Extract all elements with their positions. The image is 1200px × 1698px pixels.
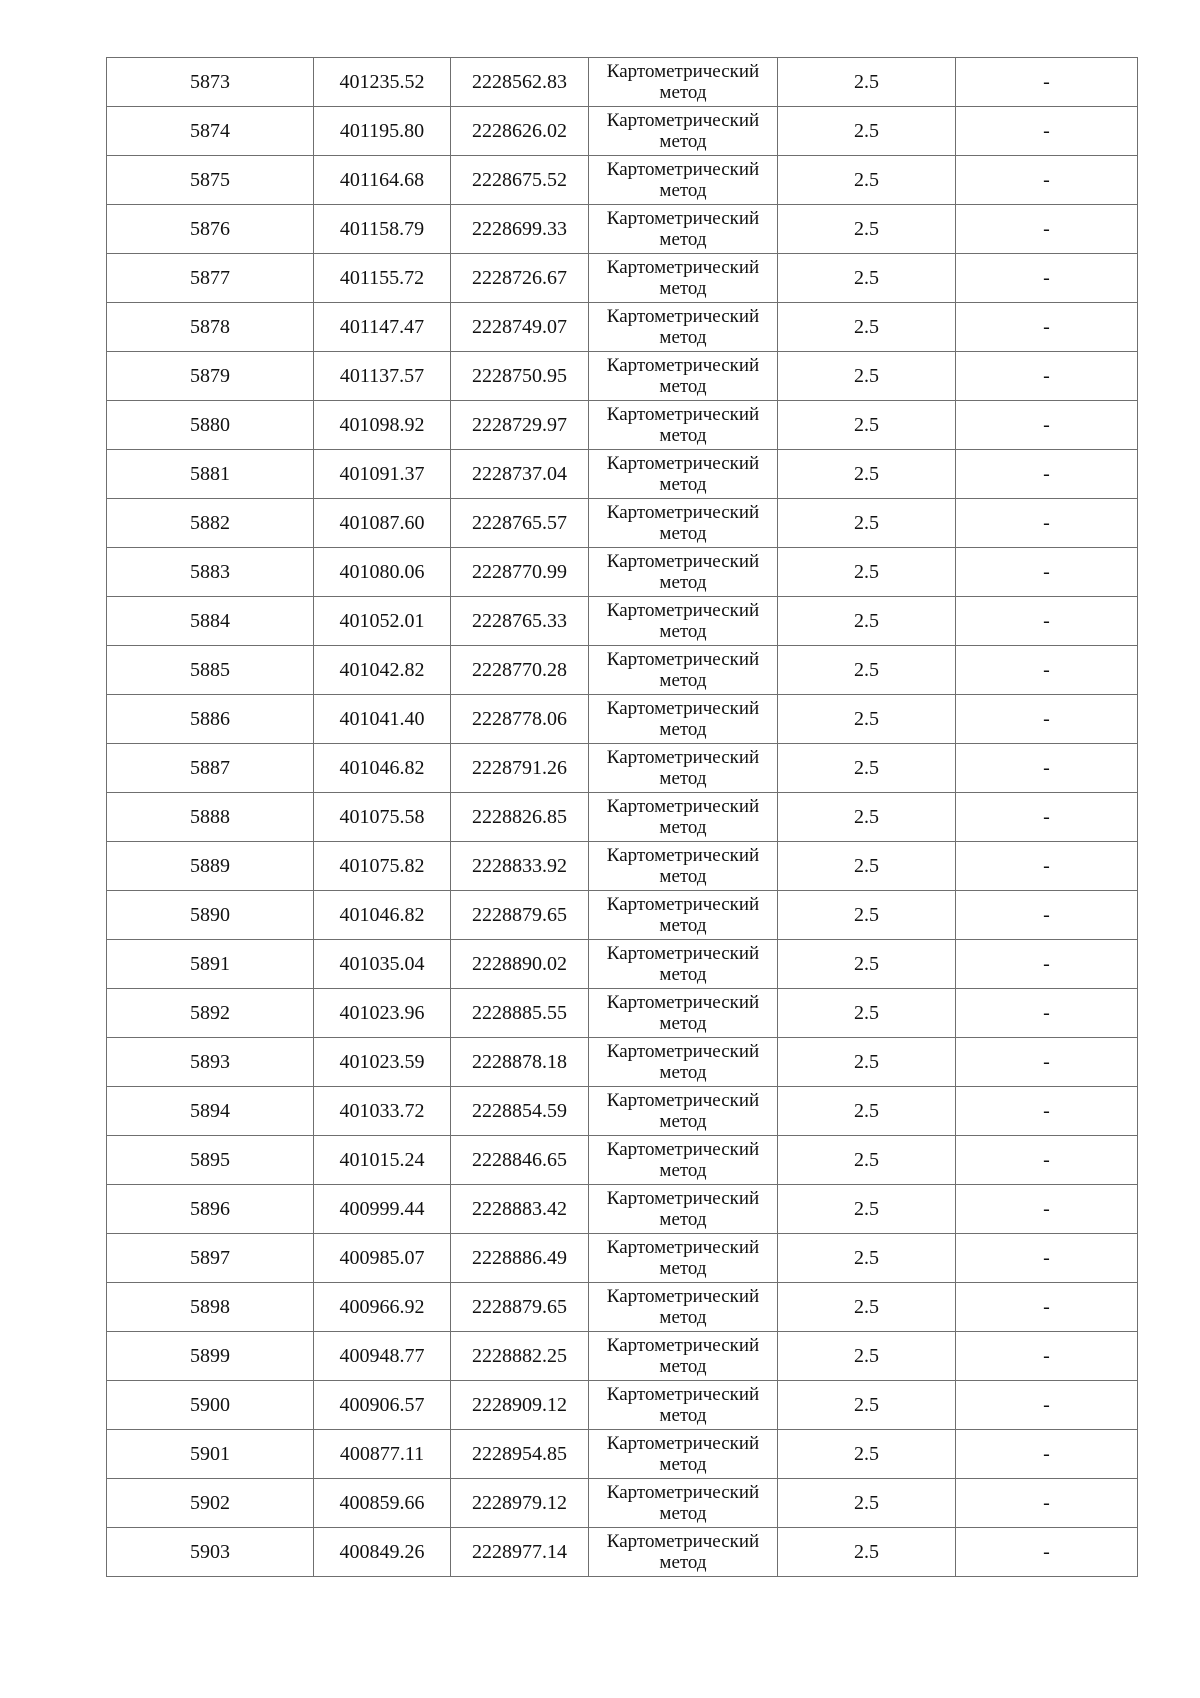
method-cell: Картометрический метод <box>589 695 778 744</box>
method-cell: Картометрический метод <box>589 401 778 450</box>
method-cell: Картометрический метод <box>589 1332 778 1381</box>
table-row <box>107 205 1138 254</box>
method-cell: Картометрический метод <box>589 499 778 548</box>
method-cell: Картометрический метод <box>589 744 778 793</box>
accuracy-cell: 2.5 <box>778 842 956 891</box>
table-row <box>107 548 1138 597</box>
method-cell: Картометрический метод <box>589 597 778 646</box>
note-cell: - <box>956 1381 1138 1430</box>
note-cell: - <box>956 891 1138 940</box>
table-row <box>107 303 1138 352</box>
note-cell: - <box>956 1136 1138 1185</box>
method-cell: Картометрический метод <box>589 156 778 205</box>
point-number-cell: 5894 <box>107 1087 314 1136</box>
point-number-cell: 5877 <box>107 254 314 303</box>
x-coordinate-cell: 401091.37 <box>314 450 451 499</box>
y-coordinate-cell: 2228626.02 <box>451 107 589 156</box>
accuracy-cell: 2.5 <box>778 1430 956 1479</box>
table-row <box>107 1430 1138 1479</box>
note-cell: - <box>956 156 1138 205</box>
x-coordinate-cell: 401098.92 <box>314 401 451 450</box>
x-coordinate-cell: 401158.79 <box>314 205 451 254</box>
y-coordinate-cell: 2228778.06 <box>451 695 589 744</box>
y-coordinate-cell: 2228791.26 <box>451 744 589 793</box>
point-number-cell: 5889 <box>107 842 314 891</box>
accuracy-cell: 2.5 <box>778 940 956 989</box>
table-row <box>107 891 1138 940</box>
method-cell: Картометрический метод <box>589 891 778 940</box>
accuracy-cell: 2.5 <box>778 548 956 597</box>
y-coordinate-cell: 2228750.95 <box>451 352 589 401</box>
point-number-cell: 5898 <box>107 1283 314 1332</box>
accuracy-cell: 2.5 <box>778 303 956 352</box>
y-coordinate-cell: 2228954.85 <box>451 1430 589 1479</box>
accuracy-cell: 2.5 <box>778 1234 956 1283</box>
method-cell: Картометрический метод <box>589 646 778 695</box>
y-coordinate-cell: 2228883.42 <box>451 1185 589 1234</box>
method-cell: Картометрический метод <box>589 450 778 499</box>
method-cell: Картометрический метод <box>589 842 778 891</box>
point-number-cell: 5875 <box>107 156 314 205</box>
accuracy-cell: 2.5 <box>778 58 956 107</box>
note-cell: - <box>956 1528 1138 1577</box>
accuracy-cell: 2.5 <box>778 1332 956 1381</box>
point-number-cell: 5886 <box>107 695 314 744</box>
note-cell: - <box>956 352 1138 401</box>
point-number-cell: 5874 <box>107 107 314 156</box>
accuracy-cell: 2.5 <box>778 1479 956 1528</box>
point-number-cell: 5873 <box>107 58 314 107</box>
table-row <box>107 1479 1138 1528</box>
x-coordinate-cell: 400999.44 <box>314 1185 451 1234</box>
y-coordinate-cell: 2228726.67 <box>451 254 589 303</box>
y-coordinate-cell: 2228729.97 <box>451 401 589 450</box>
y-coordinate-cell: 2228882.25 <box>451 1332 589 1381</box>
point-number-cell: 5895 <box>107 1136 314 1185</box>
table-row <box>107 1332 1138 1381</box>
method-cell: Картометрический метод <box>589 1430 778 1479</box>
y-coordinate-cell: 2228977.14 <box>451 1528 589 1577</box>
x-coordinate-cell: 400906.57 <box>314 1381 451 1430</box>
coordinates-table-body <box>107 58 1138 1577</box>
point-number-cell: 5879 <box>107 352 314 401</box>
y-coordinate-cell: 2228770.28 <box>451 646 589 695</box>
table-row <box>107 1185 1138 1234</box>
accuracy-cell: 2.5 <box>778 695 956 744</box>
point-number-cell: 5885 <box>107 646 314 695</box>
x-coordinate-cell: 400966.92 <box>314 1283 451 1332</box>
y-coordinate-cell: 2228765.57 <box>451 499 589 548</box>
method-cell: Картометрический метод <box>589 940 778 989</box>
point-number-cell: 5881 <box>107 450 314 499</box>
y-coordinate-cell: 2228765.33 <box>451 597 589 646</box>
accuracy-cell: 2.5 <box>778 254 956 303</box>
point-number-cell: 5902 <box>107 1479 314 1528</box>
table-row <box>107 989 1138 1038</box>
x-coordinate-cell: 401023.96 <box>314 989 451 1038</box>
x-coordinate-cell: 401087.60 <box>314 499 451 548</box>
point-number-cell: 5891 <box>107 940 314 989</box>
x-coordinate-cell: 401052.01 <box>314 597 451 646</box>
note-cell: - <box>956 1087 1138 1136</box>
x-coordinate-cell: 401235.52 <box>314 58 451 107</box>
accuracy-cell: 2.5 <box>778 646 956 695</box>
accuracy-cell: 2.5 <box>778 107 956 156</box>
note-cell: - <box>956 1234 1138 1283</box>
note-cell: - <box>956 1283 1138 1332</box>
accuracy-cell: 2.5 <box>778 1185 956 1234</box>
accuracy-cell: 2.5 <box>778 597 956 646</box>
point-number-cell: 5887 <box>107 744 314 793</box>
accuracy-cell: 2.5 <box>778 499 956 548</box>
table-row <box>107 695 1138 744</box>
y-coordinate-cell: 2228879.65 <box>451 891 589 940</box>
y-coordinate-cell: 2228854.59 <box>451 1087 589 1136</box>
point-number-cell: 5893 <box>107 1038 314 1087</box>
accuracy-cell: 2.5 <box>778 205 956 254</box>
y-coordinate-cell: 2228846.65 <box>451 1136 589 1185</box>
note-cell: - <box>956 1185 1138 1234</box>
x-coordinate-cell: 400877.11 <box>314 1430 451 1479</box>
accuracy-cell: 2.5 <box>778 1283 956 1332</box>
table-row <box>107 450 1138 499</box>
point-number-cell: 5882 <box>107 499 314 548</box>
method-cell: Картометрический метод <box>589 1234 778 1283</box>
point-number-cell: 5878 <box>107 303 314 352</box>
method-cell: Картометрический метод <box>589 1479 778 1528</box>
table-row <box>107 401 1138 450</box>
note-cell: - <box>956 1038 1138 1087</box>
x-coordinate-cell: 401046.82 <box>314 891 451 940</box>
x-coordinate-cell: 401080.06 <box>314 548 451 597</box>
x-coordinate-cell: 401033.72 <box>314 1087 451 1136</box>
x-coordinate-cell: 401155.72 <box>314 254 451 303</box>
x-coordinate-cell: 401075.82 <box>314 842 451 891</box>
accuracy-cell: 2.5 <box>778 401 956 450</box>
method-cell: Картометрический метод <box>589 107 778 156</box>
table-row <box>107 254 1138 303</box>
method-cell: Картометрический метод <box>589 548 778 597</box>
note-cell: - <box>956 793 1138 842</box>
y-coordinate-cell: 2228979.12 <box>451 1479 589 1528</box>
point-number-cell: 5897 <box>107 1234 314 1283</box>
accuracy-cell: 2.5 <box>778 352 956 401</box>
method-cell: Картометрический метод <box>589 989 778 1038</box>
x-coordinate-cell: 400849.26 <box>314 1528 451 1577</box>
y-coordinate-cell: 2228826.85 <box>451 793 589 842</box>
point-number-cell: 5888 <box>107 793 314 842</box>
x-coordinate-cell: 401015.24 <box>314 1136 451 1185</box>
table-row <box>107 597 1138 646</box>
y-coordinate-cell: 2228833.92 <box>451 842 589 891</box>
note-cell: - <box>956 58 1138 107</box>
accuracy-cell: 2.5 <box>778 744 956 793</box>
method-cell: Картометрический метод <box>589 1185 778 1234</box>
method-cell: Картометрический метод <box>589 1038 778 1087</box>
table-row <box>107 744 1138 793</box>
table-row <box>107 1136 1138 1185</box>
table-row <box>107 1283 1138 1332</box>
y-coordinate-cell: 2228770.99 <box>451 548 589 597</box>
method-cell: Картометрический метод <box>589 352 778 401</box>
note-cell: - <box>956 450 1138 499</box>
method-cell: Картометрический метод <box>589 1283 778 1332</box>
point-number-cell: 5903 <box>107 1528 314 1577</box>
point-number-cell: 5900 <box>107 1381 314 1430</box>
table-row <box>107 1038 1138 1087</box>
point-number-cell: 5876 <box>107 205 314 254</box>
accuracy-cell: 2.5 <box>778 1528 956 1577</box>
method-cell: Картометрический метод <box>589 793 778 842</box>
note-cell: - <box>956 548 1138 597</box>
method-cell: Картометрический метод <box>589 1528 778 1577</box>
note-cell: - <box>956 107 1138 156</box>
x-coordinate-cell: 401075.58 <box>314 793 451 842</box>
note-cell: - <box>956 1430 1138 1479</box>
table-row <box>107 352 1138 401</box>
point-number-cell: 5896 <box>107 1185 314 1234</box>
table-row <box>107 1234 1138 1283</box>
table-row <box>107 1528 1138 1577</box>
x-coordinate-cell: 400948.77 <box>314 1332 451 1381</box>
point-number-cell: 5884 <box>107 597 314 646</box>
method-cell: Картометрический метод <box>589 58 778 107</box>
accuracy-cell: 2.5 <box>778 793 956 842</box>
note-cell: - <box>956 401 1138 450</box>
point-number-cell: 5901 <box>107 1430 314 1479</box>
method-cell: Картометрический метод <box>589 1381 778 1430</box>
note-cell: - <box>956 842 1138 891</box>
table-row <box>107 940 1138 989</box>
y-coordinate-cell: 2228562.83 <box>451 58 589 107</box>
point-number-cell: 5880 <box>107 401 314 450</box>
table-row <box>107 156 1138 205</box>
y-coordinate-cell: 2228675.52 <box>451 156 589 205</box>
table-row <box>107 842 1138 891</box>
table-row <box>107 58 1138 107</box>
y-coordinate-cell: 2228699.33 <box>451 205 589 254</box>
x-coordinate-cell: 401035.04 <box>314 940 451 989</box>
note-cell: - <box>956 1332 1138 1381</box>
table-row <box>107 107 1138 156</box>
x-coordinate-cell: 401046.82 <box>314 744 451 793</box>
table-row <box>107 499 1138 548</box>
note-cell: - <box>956 744 1138 793</box>
note-cell: - <box>956 989 1138 1038</box>
table-row <box>107 1087 1138 1136</box>
y-coordinate-cell: 2228909.12 <box>451 1381 589 1430</box>
note-cell: - <box>956 1479 1138 1528</box>
x-coordinate-cell: 401042.82 <box>314 646 451 695</box>
coordinates-table <box>106 57 1138 1577</box>
point-number-cell: 5892 <box>107 989 314 1038</box>
note-cell: - <box>956 695 1138 744</box>
x-coordinate-cell: 401164.68 <box>314 156 451 205</box>
point-number-cell: 5899 <box>107 1332 314 1381</box>
note-cell: - <box>956 940 1138 989</box>
point-number-cell: 5883 <box>107 548 314 597</box>
table-row <box>107 646 1138 695</box>
note-cell: - <box>956 597 1138 646</box>
accuracy-cell: 2.5 <box>778 1038 956 1087</box>
note-cell: - <box>956 205 1138 254</box>
x-coordinate-cell: 401147.47 <box>314 303 451 352</box>
method-cell: Картометрический метод <box>589 1136 778 1185</box>
note-cell: - <box>956 303 1138 352</box>
y-coordinate-cell: 2228885.55 <box>451 989 589 1038</box>
accuracy-cell: 2.5 <box>778 156 956 205</box>
table-row <box>107 793 1138 842</box>
method-cell: Картометрический метод <box>589 303 778 352</box>
y-coordinate-cell: 2228879.65 <box>451 1283 589 1332</box>
x-coordinate-cell: 401023.59 <box>314 1038 451 1087</box>
note-cell: - <box>956 254 1138 303</box>
point-number-cell: 5890 <box>107 891 314 940</box>
table-row <box>107 1381 1138 1430</box>
y-coordinate-cell: 2228886.49 <box>451 1234 589 1283</box>
accuracy-cell: 2.5 <box>778 891 956 940</box>
method-cell: Картометрический метод <box>589 254 778 303</box>
x-coordinate-cell: 400859.66 <box>314 1479 451 1528</box>
note-cell: - <box>956 646 1138 695</box>
y-coordinate-cell: 2228878.18 <box>451 1038 589 1087</box>
accuracy-cell: 2.5 <box>778 1136 956 1185</box>
accuracy-cell: 2.5 <box>778 1087 956 1136</box>
x-coordinate-cell: 401195.80 <box>314 107 451 156</box>
x-coordinate-cell: 401041.40 <box>314 695 451 744</box>
y-coordinate-cell: 2228749.07 <box>451 303 589 352</box>
accuracy-cell: 2.5 <box>778 1381 956 1430</box>
method-cell: Картометрический метод <box>589 1087 778 1136</box>
accuracy-cell: 2.5 <box>778 450 956 499</box>
y-coordinate-cell: 2228737.04 <box>451 450 589 499</box>
x-coordinate-cell: 400985.07 <box>314 1234 451 1283</box>
method-cell: Картометрический метод <box>589 205 778 254</box>
accuracy-cell: 2.5 <box>778 989 956 1038</box>
note-cell: - <box>956 499 1138 548</box>
x-coordinate-cell: 401137.57 <box>314 352 451 401</box>
y-coordinate-cell: 2228890.02 <box>451 940 589 989</box>
